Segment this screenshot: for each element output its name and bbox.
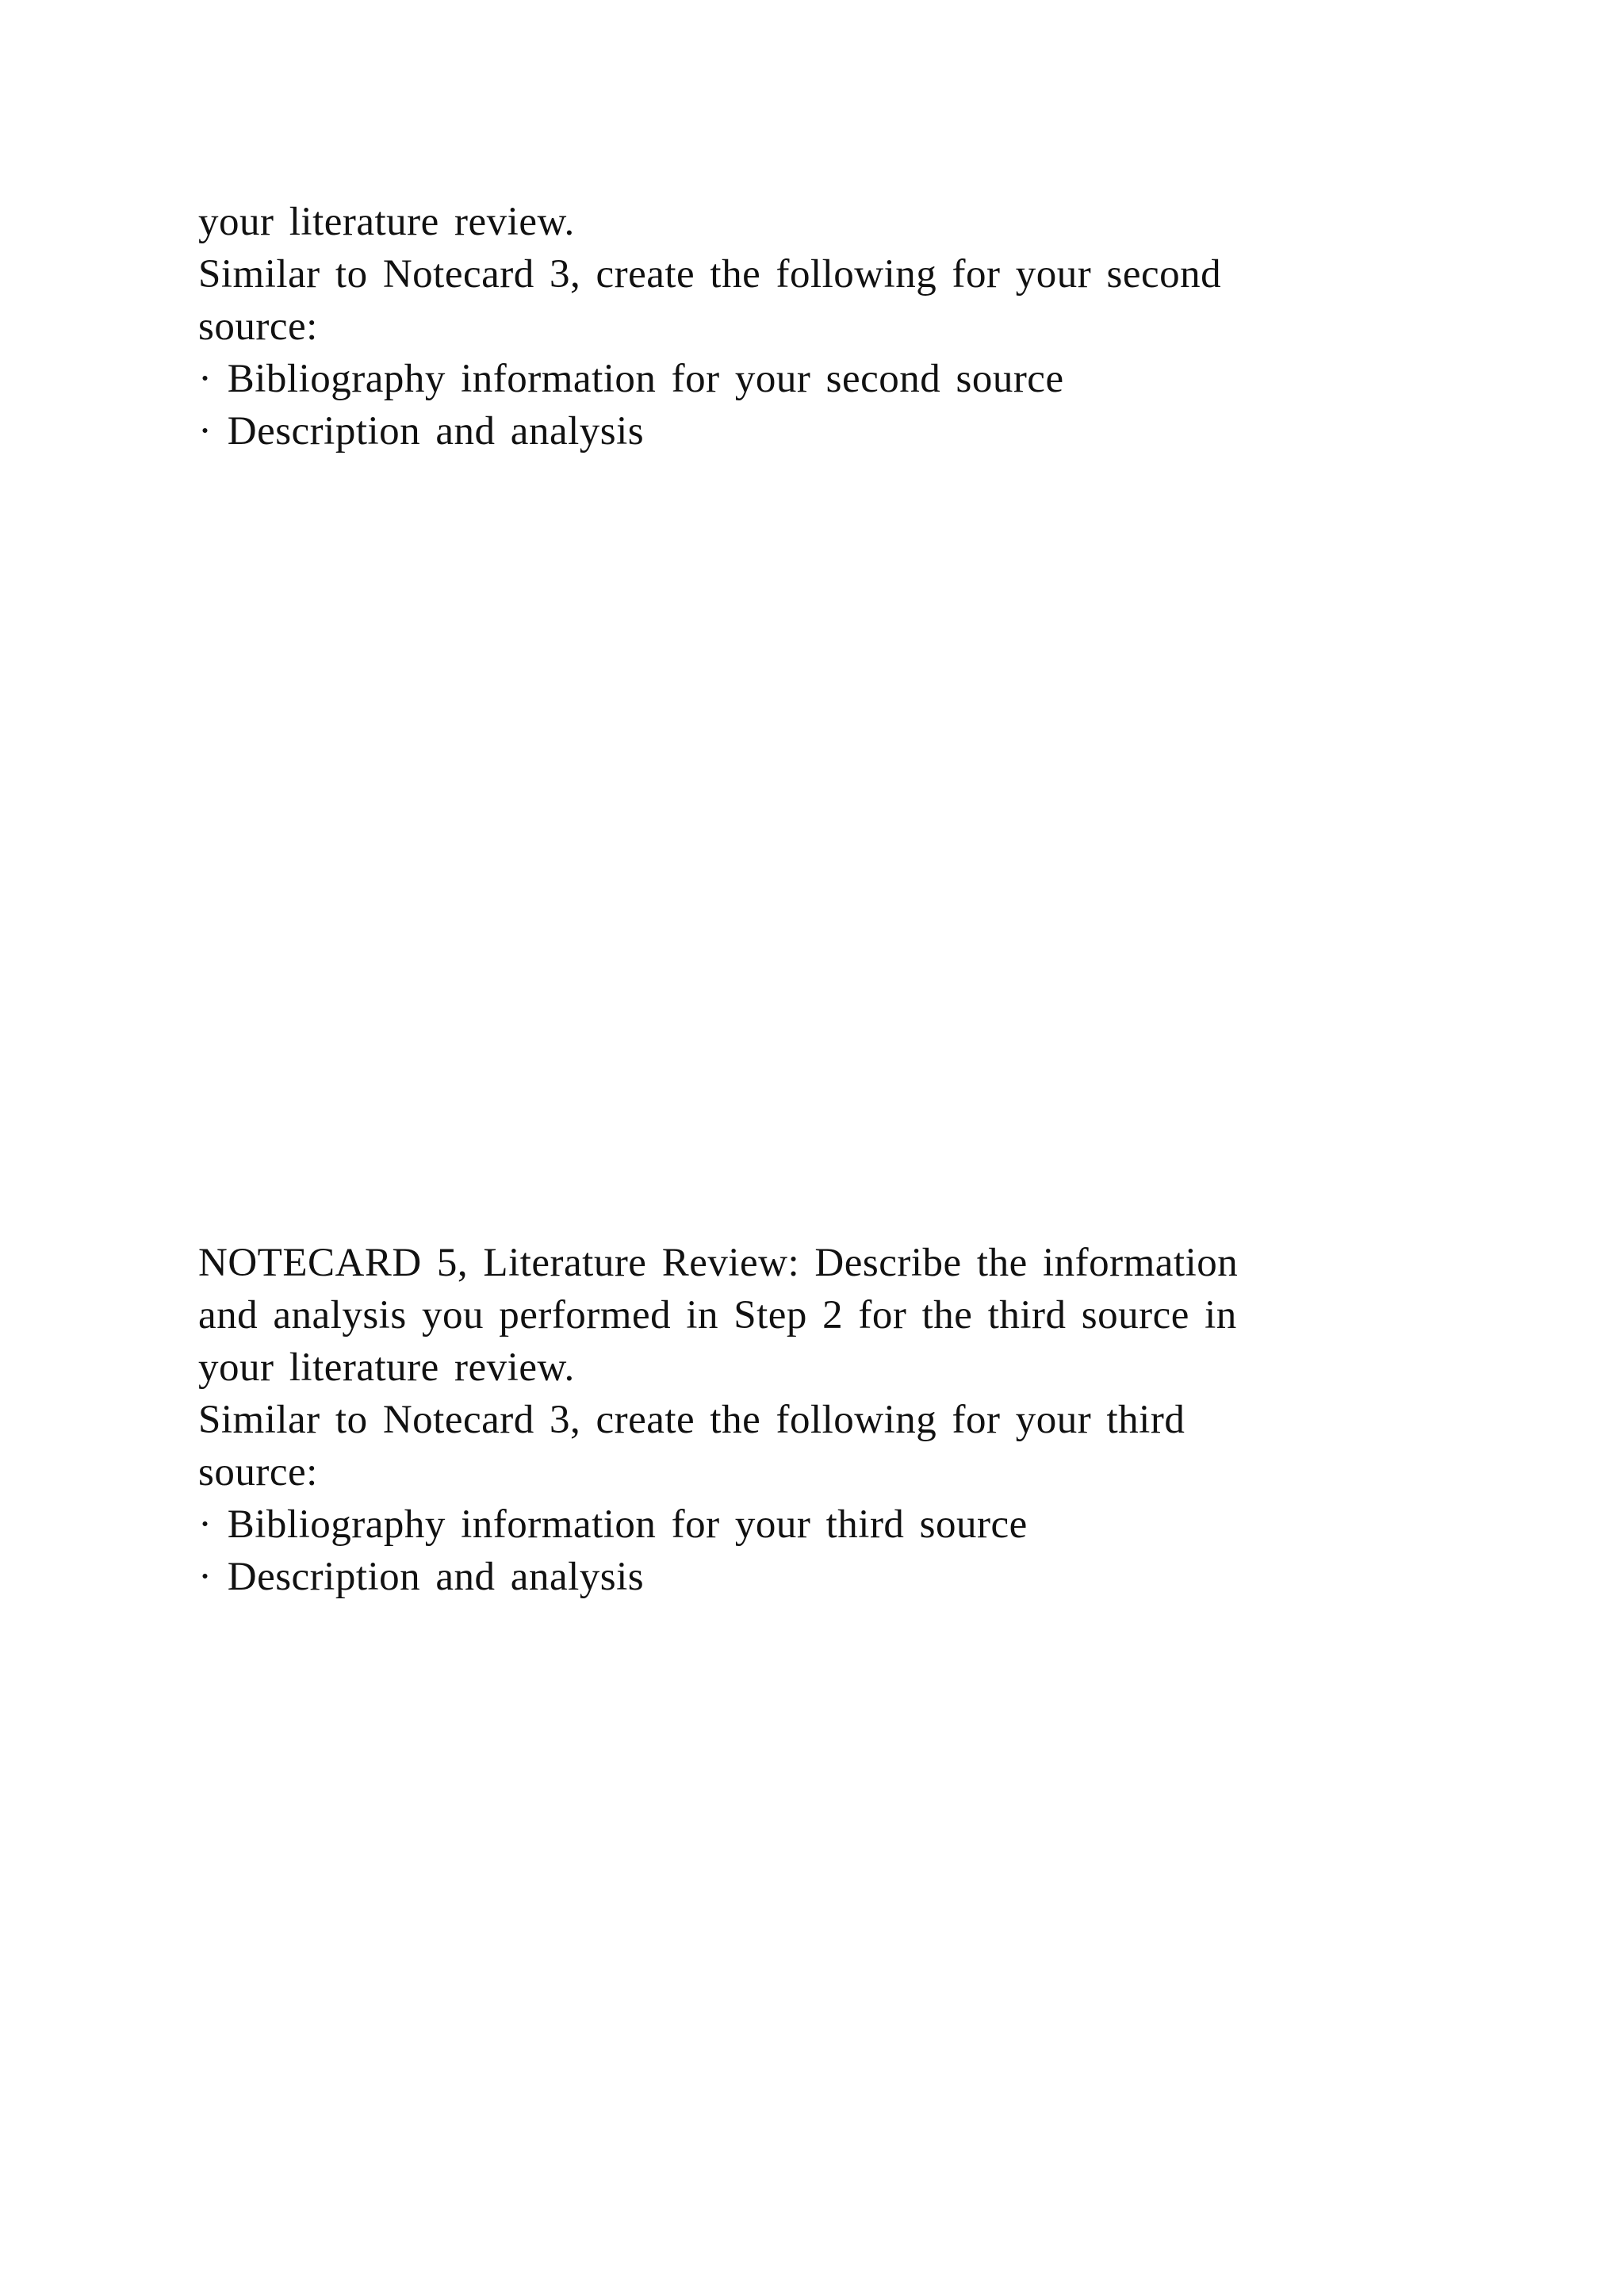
notecard-heading-line: NOTECARD 5, Literature Review: Describe the information <box>198 1241 1239 1285</box>
notecard-5 <box>198 1237 1435 1603</box>
text-line: your literature review. <box>198 200 575 244</box>
notecard-4-continuation <box>198 196 1435 457</box>
bullet-item: · Description and analysis <box>198 1555 645 1599</box>
text-line: your literature review. <box>198 1345 575 1390</box>
bullet-item: · Bibliography information for your second source <box>198 357 1064 401</box>
text-line: source: <box>198 1450 318 1494</box>
text-line: Similar to Notecard 3, create the following for your third <box>198 1398 1185 1442</box>
text-line: and analysis you performed in Step 2 for the third source in <box>198 1293 1237 1337</box>
text-line: Similar to Notecard 3, create the following for your second <box>198 252 1222 297</box>
bullet-item: · Bibliography information for your third source <box>198 1502 1028 1547</box>
bullet-item: · Description and analysis <box>198 409 645 453</box>
text-line: source: <box>198 304 318 349</box>
